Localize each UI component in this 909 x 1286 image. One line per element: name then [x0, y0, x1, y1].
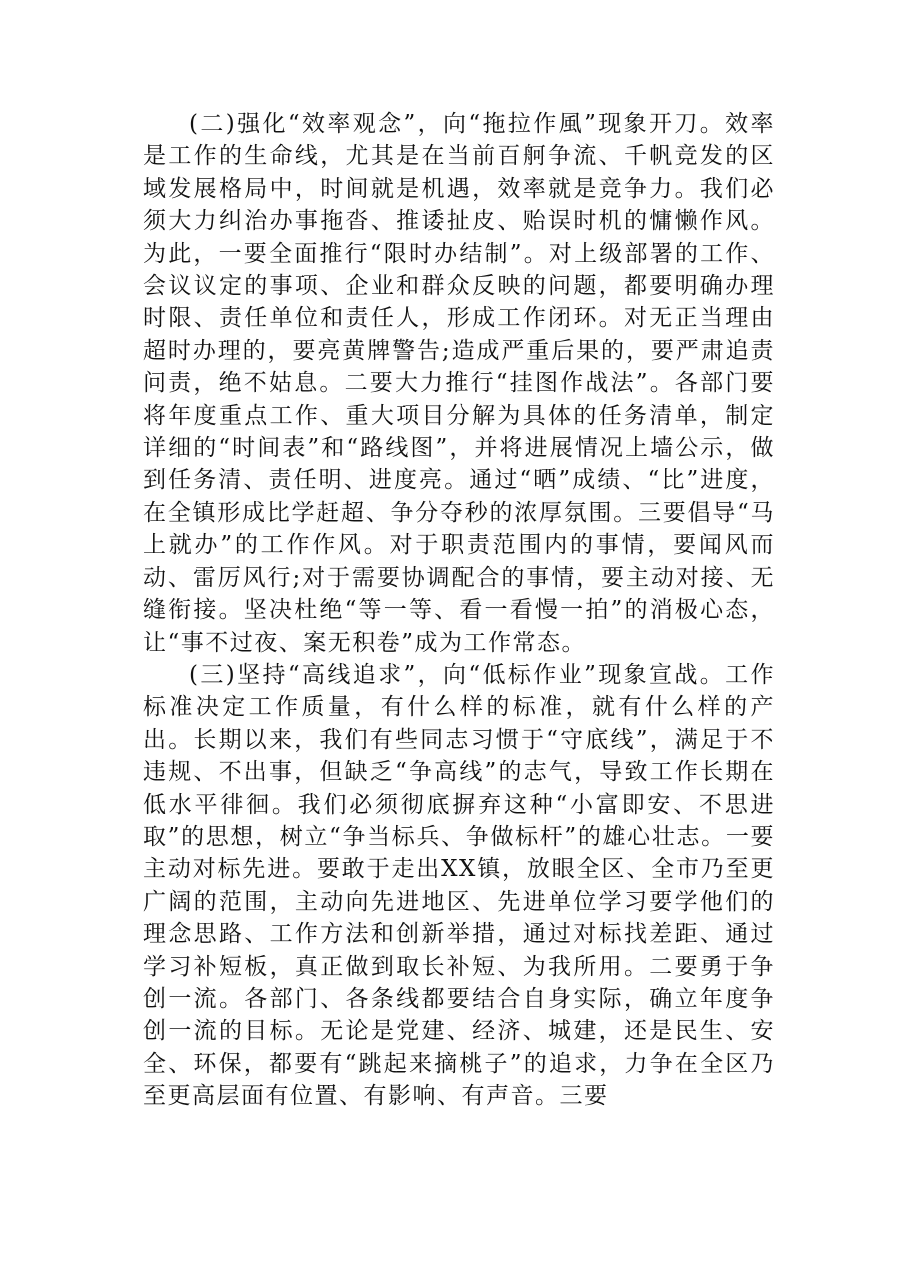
document-body — [143, 108, 775, 1113]
paragraph-efficiency: (二)强化“效率观念”，向“拖拉作風”现象开刀。效率是工作的生命线，尤其是在当前百舸争流、千帆竞发的区域发展格局中，时间就是机遇，效率就是竞争力。我们必须大力纠治办事拖沓、推诿扯皮、贻误时机的慵懒作风。为此，一要全面推行“限时办结制”。对上级部署的工作、会议议定的事项、企业和群众反映的问题，都要明确办理时限、责任单位和责任人，形成工作闭环。对无正当理由超时办理的，要亮黄牌警告;造成严重后果的，要严肃追责问责，绝不姑息。二要大力推行“挂图作战法”。各部门要将年度重点工作、重大项目分解为具体的任务清单，制定详细的“时间表”和“路线图”，并将进展情况上墙公示，做到任务清、责任明、进度亮。通过“晒”成绩、“比”进度，在全镇形成比学赶超、争分夺秒的浓厚氛围。三要倡导“马上就办”的工作作风。对于职责范围内的事情，要闻风而动、雷厉风行;对于需要协调配合的事情，要主动对接、无缝衔接。坚决杜绝“等一等、看一看慢一拍”的消极心态，让“事不过夜、案无积卷”成为工作常态。 — [143, 111, 775, 656]
paragraph-high-standards: (三)坚持“高线追求”，向“低标作业”现象宣战。工作标准决定工作质量，有什么样的标准，就有什么样的产出。长期以来，我们有些同志习惯于“守底线”，满足于不违规、不出事，但缺乏“争高线”的志气，导致工作长期在低水平徘徊。我们必须彻底摒弃这种“小富即安、不思进取”的思想，树立“争当标兵、争做标杆”的雄心壮志。一要主动对标先进。要敢于走出XX镇，放眼全区、全市乃至更广阔的范围，主动向先进地区、先进单位学习要学他们的理念思路、工作方法和创新举措，通过对标找差距、通过学习补短板，真正做到取长补短、为我所用。二要勇于争创一流。各部门、各条线都要结合自身实际，确立年度争创一流的目标。无论是党建、经济、城建，还是民生、安全、环保，都要有“跳起来摘桃子”的追求，力争在全区乃至更高层面有位置、有影响、有声音。三要 — [143, 661, 775, 1110]
